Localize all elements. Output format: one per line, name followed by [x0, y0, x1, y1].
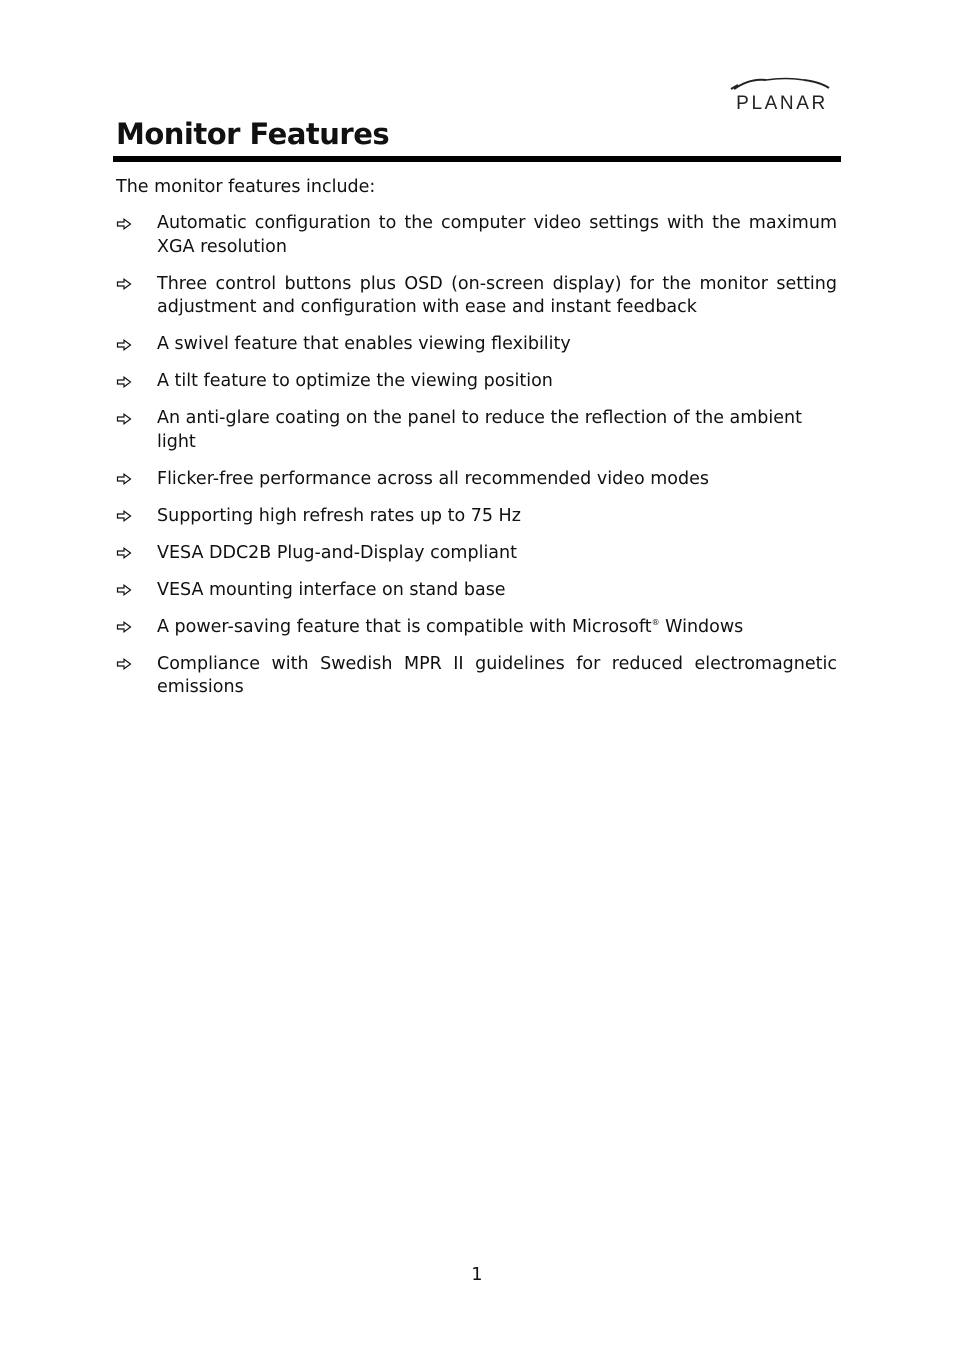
feature-item — [116, 505, 837, 529]
feature-item — [116, 542, 837, 566]
feature-text: Automatic configuration to the computer video settings with the maximum XGA resolution — [157, 213, 837, 257]
feature-item — [116, 653, 837, 700]
arrow-bullet-icon — [116, 273, 157, 297]
feature-text: Supporting high refresh rates up to 75 Hz — [157, 505, 521, 526]
outline-right-arrow-icon — [116, 413, 132, 425]
logo-swoosh-icon — [728, 76, 834, 92]
feature-text: A tilt feature to optimize the viewing position — [157, 371, 553, 391]
arrow-bullet-icon — [116, 333, 157, 357]
feature-item — [116, 333, 837, 357]
feature-item — [116, 273, 837, 320]
feature-text: An anti-glare coating on the panel to reduce the reflection of the ambient light — [157, 408, 802, 452]
outline-right-arrow-icon — [116, 658, 132, 670]
arrow-bullet-icon — [116, 505, 157, 529]
outline-right-arrow-icon — [116, 547, 132, 559]
feature-text: Three control buttons plus OSD (on-screen display) for the monitor setting adjustment and configuration with ease and instant feedback — [157, 273, 837, 317]
arrow-bullet-icon — [116, 579, 157, 603]
outline-right-arrow-icon — [116, 473, 132, 485]
page-title: Monitor Features — [116, 117, 390, 151]
feature-text: A swivel feature that enables viewing flexibility — [157, 334, 571, 354]
feature-text-part: Windows — [659, 616, 744, 637]
feature-item — [116, 407, 837, 454]
arrow-bullet-icon — [116, 370, 157, 394]
outline-right-arrow-icon — [116, 339, 132, 351]
outline-right-arrow-icon — [116, 278, 132, 290]
title-rule — [113, 156, 841, 162]
feature-text-part: A power-saving feature that is compatible with Microsoft — [157, 616, 652, 637]
registered-mark: ® — [651, 617, 660, 627]
feature-item — [116, 616, 837, 640]
feature-text: VESA mounting interface on stand base — [157, 579, 506, 600]
feature-item — [116, 370, 837, 394]
page-number: 1 — [471, 1265, 483, 1285]
arrow-bullet-icon — [116, 468, 157, 492]
arrow-bullet-icon — [116, 616, 157, 640]
arrow-bullet-icon — [116, 542, 157, 566]
intro-text: The monitor features include: — [116, 177, 376, 197]
arrow-bullet-icon — [116, 407, 157, 431]
feature-text: VESA DDC2B Plug-and-Display compliant — [157, 542, 517, 563]
planar-logo — [724, 76, 840, 116]
outline-right-arrow-icon — [116, 218, 132, 230]
feature-item — [116, 579, 837, 603]
feature-text: Compliance with Swedish MPR II guidelines for reduced electromagnetic emissions — [157, 653, 837, 697]
feature-text: Flicker-free performance across all recommended video modes — [157, 468, 709, 489]
arrow-bullet-icon — [116, 653, 157, 677]
arrow-bullet-icon — [116, 212, 157, 236]
feature-text — [157, 616, 837, 640]
feature-item — [116, 212, 837, 259]
outline-right-arrow-icon — [116, 510, 132, 522]
logo-text: PLANAR — [736, 93, 828, 114]
outline-right-arrow-icon — [116, 584, 132, 596]
feature-item — [116, 468, 837, 492]
outline-right-arrow-icon — [116, 376, 132, 388]
feature-list — [116, 212, 837, 713]
outline-right-arrow-icon — [116, 621, 132, 633]
